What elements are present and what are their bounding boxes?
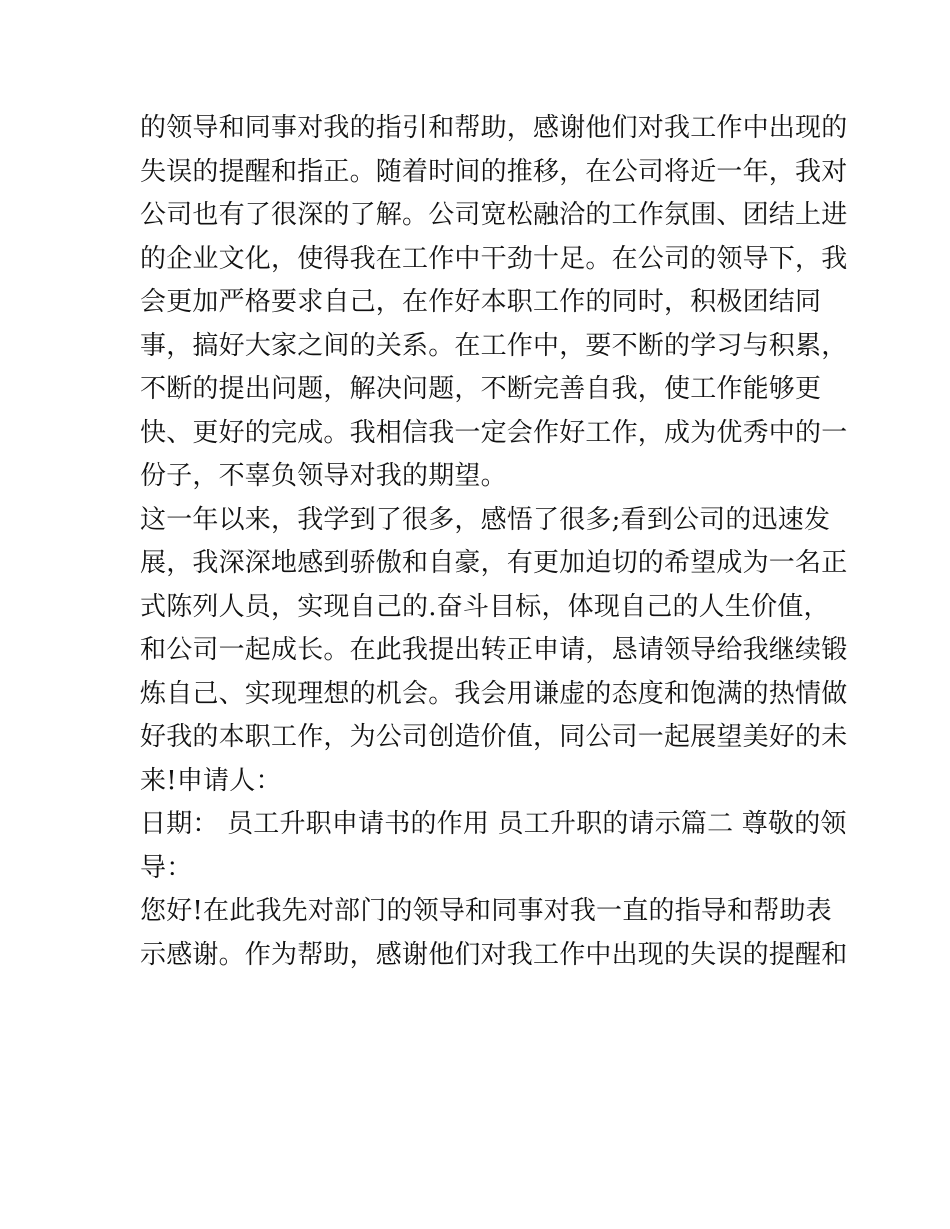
text-line: 展，我深深地感到骄傲和自豪，有更加迫切的希望成为一名正 — [140, 548, 848, 578]
text-line: 事，搞好大家之间的关系。在工作中，要不断的学习与积累， — [140, 330, 848, 361]
text-line: 不断的提出问题，解决问题，不断完善自我，使工作能够更 — [140, 374, 822, 404]
text-line: 您好!在此我先对部门的领导和同事对我一直的指导和帮助表 — [140, 896, 832, 926]
text-line: 失误的提醒和指正。随着时间的推移，在公司将近一年，我对 — [140, 156, 848, 187]
text-line: 会更加严格要求自己，在作好本职工作的同时，积极团结同 — [140, 287, 822, 317]
text-line: 份子，不辜负领导对我的期望。 — [140, 461, 507, 491]
text-line: 和公司一起成长。在此我提出转正申请，恳请领导给我继续锻 — [140, 635, 848, 665]
text-line: 的领导和同事对我的指引和帮助，感谢他们对我工作中出现的 — [140, 113, 848, 143]
text-line: 日期： 员工升职申请书的作用 员工升职的请示篇二 尊敬的领 — [140, 809, 847, 839]
text-line: 炼自己、实现理想的机会。我会用谦虚的态度和饱满的热情做 — [140, 678, 848, 709]
text-line: 的企业文化，使得我在工作中干劲十足。在公司的领导下，我 — [140, 243, 848, 274]
document-body — [140, 107, 848, 977]
text-line: 好我的本职工作，为公司创造价值，同公司一起展望美好的未 — [140, 722, 848, 752]
text-line: 示感谢。作为帮助，感谢他们对我工作中出现的失误的提醒和 — [140, 939, 848, 970]
text-line: 快、更好的完成。我相信我一定会作好工作，成为优秀中的一 — [140, 417, 848, 448]
text-line: 公司也有了很深的了解。公司宽松融洽的工作氛围、团结上进 — [140, 200, 848, 230]
text-line: 式陈列人员，实现自己的.奋斗目标，体现自己的人生价值， — [140, 591, 830, 622]
text-line: 这一年以来，我学到了很多，感悟了很多;看到公司的迅速发 — [140, 504, 831, 535]
text-line: 来!申请人： — [140, 765, 282, 796]
text-line: 导： — [140, 852, 193, 883]
